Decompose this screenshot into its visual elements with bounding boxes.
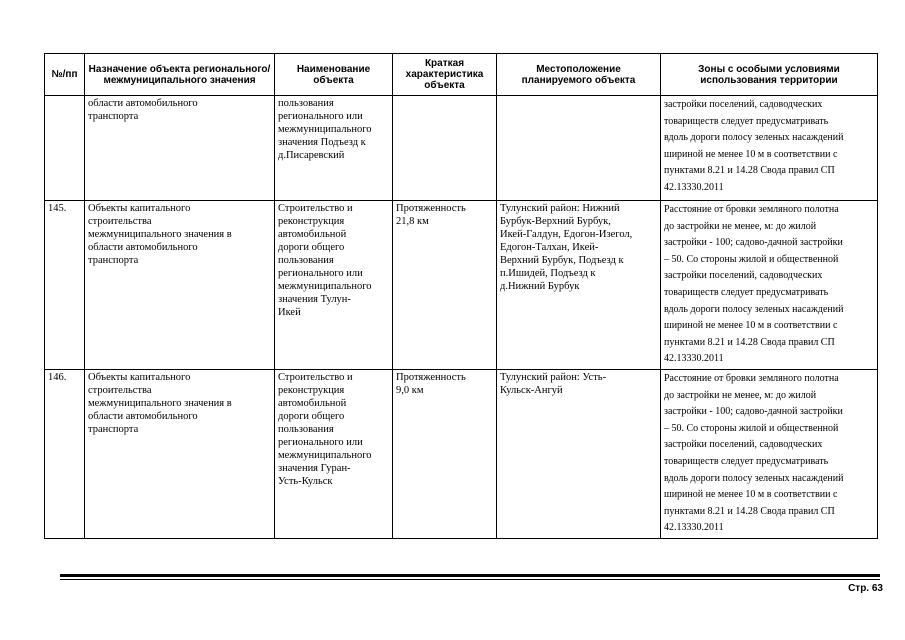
header-name: Наименование объекта — [275, 54, 393, 96]
row-name: пользования регионального или межмуниципального значения Подъезд к д.Писаревский — [275, 96, 393, 201]
row-location: Тулунский район: Нижний Бурбук-Верхний Бурбук, Икей-Галдун, Едогон-Изегол, Едогон-Талхан, Икей- Верхний Бурбук, Подъезд к п.Ишидей, Подъезд к д.Нижний Бурбук — [497, 201, 661, 370]
row-num: 146. — [45, 369, 85, 538]
row-num: 145. — [45, 201, 85, 370]
row-zones: Расстояние от бровки земляного полотна до застройки не менее, м: до жилой застройки - 100; садово-дачной застройки – 50. Со стороны жилой и общественной застройки поселений, садоводческих товариществ следует предусматривать вдоль дороги полосу зеленых насаждений шириной не менее 10 м в соответствии с пунктами 8.21 и 14.28 Свода правил СП 42.13330.2011 — [661, 201, 878, 370]
row-purpose: Объекты капитального строительства межмуниципального значения в области автомобильного транспорта — [85, 369, 275, 538]
footer-rule — [60, 574, 880, 577]
table-row — [45, 96, 878, 201]
header-num: №/пп — [45, 54, 85, 96]
header-characteristic: Краткая характеристика объекта — [393, 54, 497, 96]
planning-table — [44, 53, 878, 539]
page-number: Стр. 63 — [848, 583, 883, 594]
row-purpose: области автомобильного транспорта — [85, 96, 275, 201]
row-location: Тулунский район: Усть- Кульск-Ангуй — [497, 369, 661, 538]
table-row — [45, 201, 878, 370]
row-name: Строительство и реконструкция автомобильной дороги общего пользования регионального или межмуниципального значения Гуран- Усть-Кульск — [275, 369, 393, 538]
table-row — [45, 369, 878, 538]
row-purpose: Объекты капитального строительства межмуниципального значения в области автомобильного транспорта — [85, 201, 275, 370]
table-header-row — [45, 54, 878, 96]
header-purpose: Назначение объекта регионального/ межмуниципального значения — [85, 54, 275, 96]
row-num — [45, 96, 85, 201]
row-characteristic: Протяженность 21,8 км — [393, 201, 497, 370]
footer-rule-thin — [60, 579, 880, 580]
header-zones: Зоны с особыми условиями использования территории — [661, 54, 878, 96]
row-zones: Расстояние от бровки земляного полотна до застройки не менее, м: до жилой застройки - 100; садово-дачной застройки – 50. Со стороны жилой и общественной застройки поселений, садоводческих товариществ следует предусматривать вдоль дороги полосу зеленых насаждений шириной не менее 10 м в соответствии с пунктами 8.21 и 14.28 Свода правил СП 42.13330.2011 — [661, 369, 878, 538]
row-name: Строительство и реконструкция автомобильной дороги общего пользования регионального или межмуниципального значения Тулун- Икей — [275, 201, 393, 370]
row-characteristic: Протяженность 9,0 км — [393, 369, 497, 538]
row-location — [497, 96, 661, 201]
header-location: Местоположение планируемого объекта — [497, 54, 661, 96]
row-zones: застройки поселений, садоводческих товариществ следует предусматривать вдоль дороги полосу зеленых насаждений шириной не менее 10 м в соответствии с пунктами 8.21 и 14.28 Свода правил СП 42.13330.2011 — [661, 96, 878, 201]
row-characteristic — [393, 96, 497, 201]
